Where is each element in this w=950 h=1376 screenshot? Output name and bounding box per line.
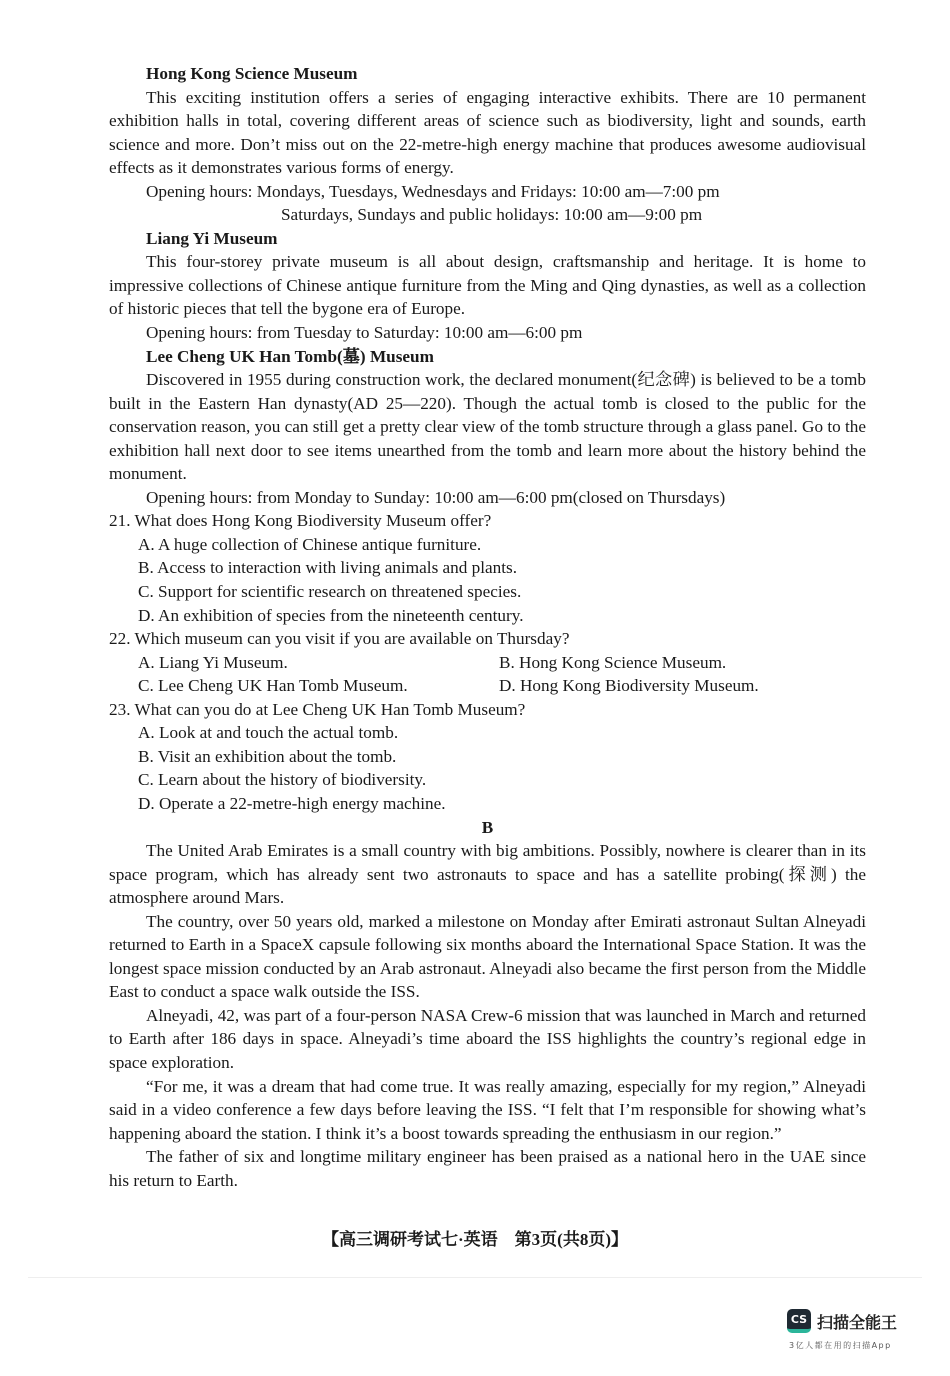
- option: A. Look at and touch the actual tomb.: [138, 723, 399, 743]
- museum-description: This exciting institution offers a series of engaging interactive exhibits. There are 10 permanent exhibition halls in total, covering different areas of science such as biodiversity, light and sounds, earth science and more. Don’t miss out on the 22-metre-high energy machine that produces awesome audiovisual effects as it demonstrates various forms of energy.: [109, 87, 866, 178]
- paragraph: “For me, it was a dream that had come true. It was really amazing, especially for my region,” Alneyadi said in a video conference a few days before leaving the ISS. “I felt that I’m responsible for showing what’s happening aboard the station. I think it’s a boost towards spreading the enthusiasm in our region.”: [109, 1076, 866, 1143]
- museum-description: Discovered in 1955 during construction work, the declared monument(纪念碑) is believed to be a tomb built in the Eastern Han dynasty(AD 25—220). Though the actual tomb is closed to the public for the conservation reason, you can still get a pretty clear view of the tomb structure through a glass panel. Go to the exhibition hall next door to see items unearthed from the tomb and learn more about the history behind the monument.: [109, 370, 866, 484]
- camscanner-logo-icon: CS: [787, 1309, 811, 1333]
- option: A. A huge collection of Chinese antique furniture.: [138, 534, 482, 554]
- question-22: 22. Which museum can you visit if you are available on Thursday?: [109, 629, 570, 649]
- opening-hours-weekend: Saturdays, Sundays and public holidays: 10:00 am—9:00 pm: [281, 205, 703, 225]
- option: C. Support for scientific research on threatened species.: [138, 582, 522, 602]
- museum-description: This four-storey private museum is all about design, craftsmanship and heritage. It is home to impressive collections of Chinese antique furniture from the Ming and Qing dynasties, as well as a collection of historic pieces that tell the bygone era of Europe.: [109, 252, 866, 319]
- question-23: 23. What can you do at Lee Cheng UK Han Tomb Museum?: [109, 699, 526, 719]
- option: B. Hong Kong Science Museum.: [499, 652, 727, 672]
- option: D. Operate a 22-metre-high energy machine.: [138, 793, 446, 813]
- section-heading: B: [481, 817, 494, 837]
- page-border: [28, 1277, 922, 1278]
- opening-hours: Opening hours: Mondays, Tuesdays, Wednesdays and Fridays: 10:00 am—7:00 pm: [146, 181, 720, 201]
- page-footer: 【高三调研考试七·英语 第3页(共8页)】: [322, 1230, 628, 1249]
- museum-title: Hong Kong Science Museum: [146, 64, 358, 83]
- paragraph: The country, over 50 years old, marked a milestone on Monday after Emirati astronaut Sultan Alneyadi returned to Earth in a SpaceX capsule following six months aboard the International Space Station. It was the longest space mission conducted by an Arab astronaut. Alneyadi also became the first person from the Middle East to conduct a space walk outside the ISS.: [109, 911, 866, 1002]
- watermark-tagline: 3亿人都在用的扫描App: [789, 1341, 892, 1350]
- option: B. Access to interaction with living animals and plants.: [138, 558, 518, 578]
- scanner-watermark: [787, 1309, 897, 1333]
- option: D. Hong Kong Biodiversity Museum.: [499, 676, 759, 696]
- paragraph: The father of six and longtime military engineer has been praised as a national hero in the UAE since his return to Earth.: [109, 1147, 866, 1190]
- option: A. Liang Yi Museum.: [138, 652, 288, 672]
- question-21: 21. What does Hong Kong Biodiversity Museum offer?: [109, 511, 492, 531]
- museum-title: Liang Yi Museum: [146, 228, 278, 248]
- option: C. Lee Cheng UK Han Tomb Museum.: [138, 676, 408, 696]
- document-page: [109, 62, 866, 1192]
- paragraph: Alneyadi, 42, was part of a four-person NASA Crew-6 mission that was launched in March and returned to Earth after 186 days in space. Alneyadi’s time aboard the ISS highlights the country’s regional edge in space exploration.: [109, 1005, 866, 1072]
- museum-title: Lee Cheng UK Han Tomb(墓) Museum: [146, 346, 434, 366]
- option: D. An exhibition of species from the nineteenth century.: [138, 605, 524, 625]
- paragraph: The United Arab Emirates is a small country with big ambitions. Possibly, nowhere is clearer than in its space program, which has already sent two astronauts to space and has a satellite probing(探测) the atmosphere around Mars.: [109, 841, 866, 908]
- opening-hours: Opening hours: from Tuesday to Saturday: 10:00 am—6:00 pm: [146, 323, 583, 343]
- option: C. Learn about the history of biodiversity.: [138, 770, 427, 790]
- option: B. Visit an exhibition about the tomb.: [138, 746, 397, 766]
- opening-hours: Opening hours: from Monday to Sunday: 10:00 am—6:00 pm(closed on Thursdays): [146, 487, 726, 507]
- watermark-name: 扫描全能王: [817, 1312, 898, 1332]
